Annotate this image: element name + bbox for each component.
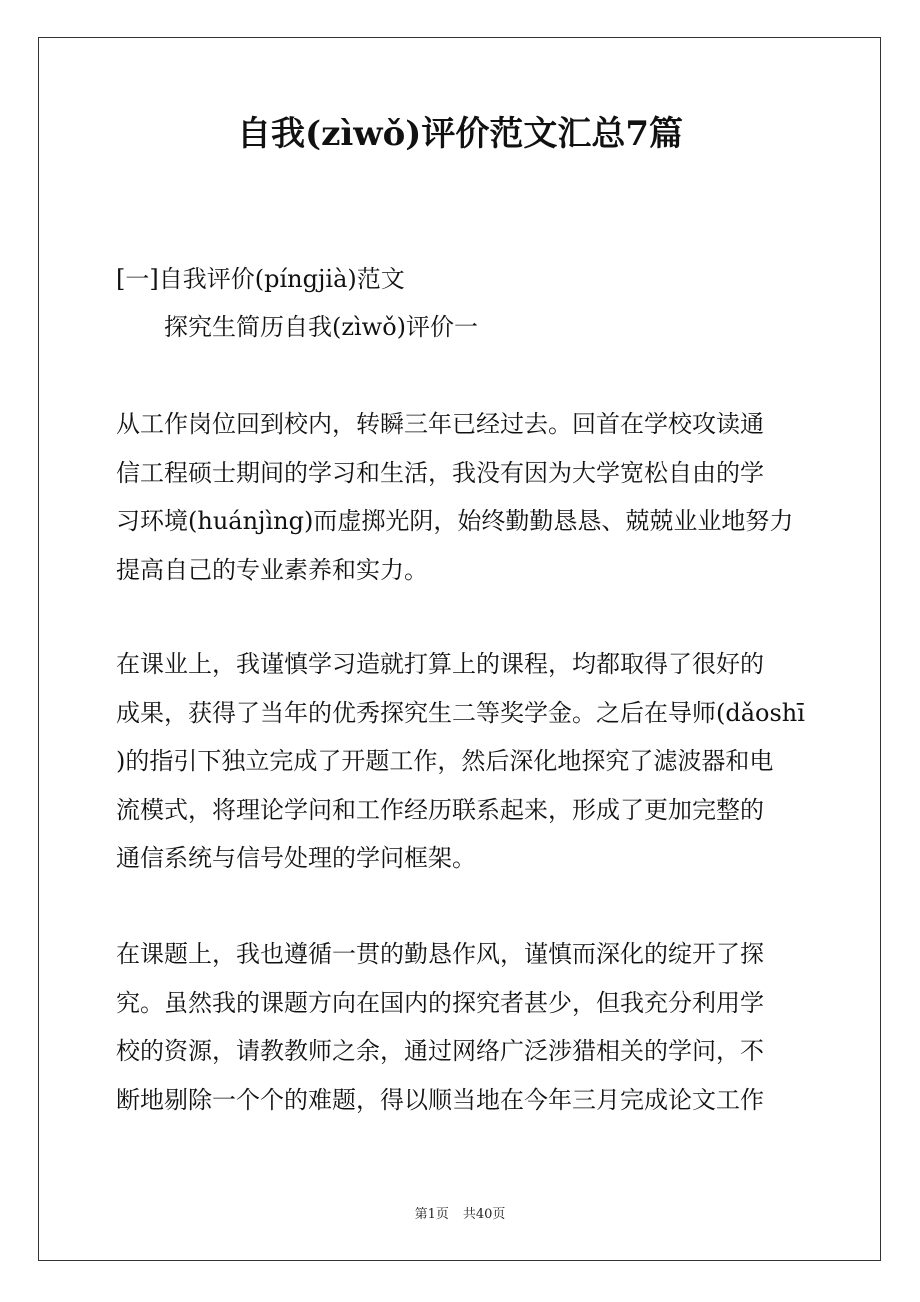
document-title: 自我(zìwǒ)评价范文汇总7篇 — [236, 114, 683, 154]
section-heading: [一]自我评价(píngjià)范文 — [116, 265, 405, 293]
subheading: 探究生简历自我(zìwǒ)评价一 — [164, 313, 479, 341]
paragraph-line: 成果，获得了当年的优秀探究生二等奖学金。之后在导师(dǎoshī — [116, 698, 805, 727]
page-total: 共40页 — [462, 1207, 506, 1222]
paragraph-line: 断地剔除一个个的难题，得以顺当地在今年三月完成论文工作 — [116, 1085, 764, 1114]
paragraph-line: 习环境(huánjìng)而虚掷光阴，始终勤勤恳恳、兢兢业业地努力 — [116, 507, 794, 535]
paragraph-line: 信工程硕士期间的学习和生活，我没有因为大学宽松自由的学 — [116, 458, 764, 487]
paragraph-line: 在课题上，我也遵循一贯的勤恳作风，谨慎而深化的绽开了探 — [116, 940, 764, 968]
paragraph-line: 从工作岗位回到校内，转瞬三年已经过去。回首在学校攻读通 — [116, 410, 764, 438]
paragraph-line: 在课业上，我谨慎学习造就打算上的课程，均都取得了很好的 — [116, 650, 764, 678]
paragraph-line: 提高自己的专业素养和实力。 — [116, 555, 428, 584]
paragraph-1 — [116, 400, 793, 594]
page-footer — [0, 1206, 920, 1224]
paragraph-line: 校的资源，请教教师之余，通过网络广泛涉猎相关的学问，不 — [116, 1037, 764, 1065]
paragraph-line: 通信系统与信号处理的学问框架。 — [116, 844, 476, 872]
paragraph-line: 流模式，将理论学问和工作经历联系起来，形成了更加完整的 — [116, 795, 764, 824]
paragraph-2 — [116, 640, 805, 883]
paragraph-3 — [116, 930, 764, 1124]
paragraph-line: 究。虽然我的课题方向在国内的探究者甚少，但我充分利用学 — [116, 988, 764, 1017]
paragraph-line: )的指引下独立完成了开题工作，然后深化地探究了滤波器和电 — [116, 747, 774, 775]
page-number: 第1页 — [414, 1207, 449, 1222]
